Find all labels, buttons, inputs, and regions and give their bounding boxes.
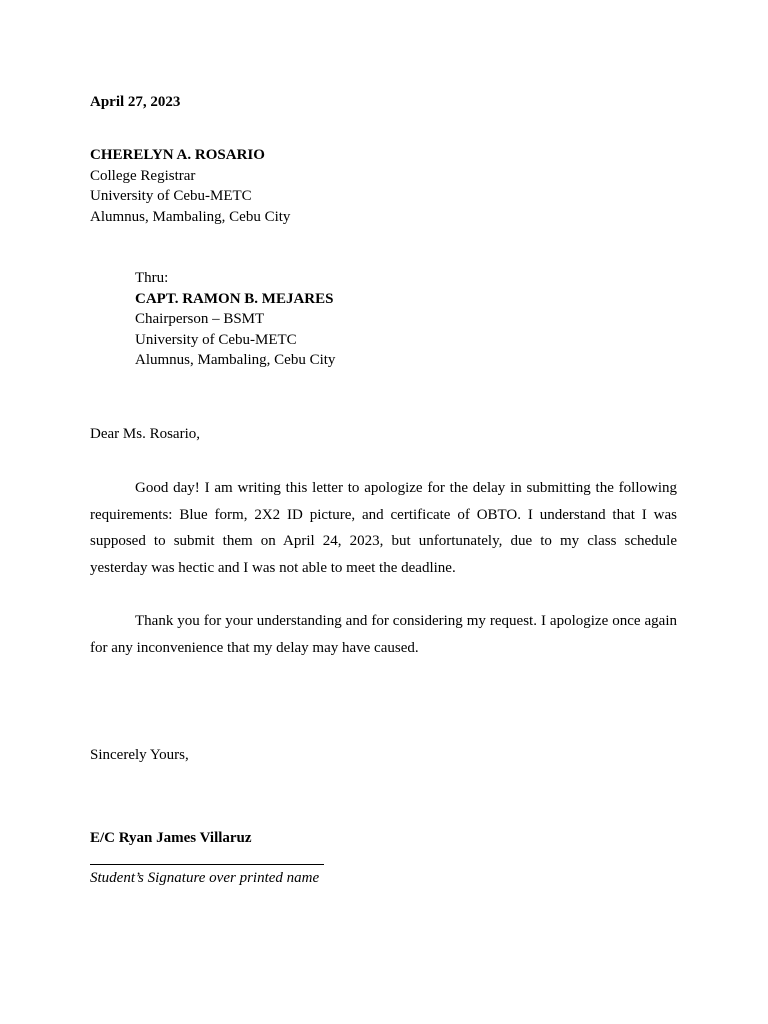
signature-line <box>90 864 324 865</box>
letter-page <box>90 0 677 1024</box>
thru-title: Chairperson – BSMT <box>135 311 265 327</box>
closing: Sincerely Yours, <box>90 747 189 763</box>
salutation: Dear Ms. Rosario, <box>90 426 200 442</box>
signature-caption: Student’s Signature over printed name <box>90 870 320 886</box>
recipient-institution: University of Cebu-METC <box>90 188 252 204</box>
signatory-name: E/C Ryan James Villaruz <box>90 830 252 846</box>
recipient-title: College Registrar <box>90 168 196 184</box>
recipient-address: Alumnus, Mambaling, Cebu City <box>90 209 291 225</box>
thru-address: Alumnus, Mambaling, Cebu City <box>135 352 336 368</box>
thru-institution: University of Cebu-METC <box>135 332 297 348</box>
recipient-name: CHERELYN A. ROSARIO <box>90 147 265 163</box>
body-paragraph-2: Thank you for your understanding and for considering my request. I apologize once again for any inconvenience that my delay may have caused. <box>90 613 677 656</box>
body-paragraph-1: Good day! I am writing this letter to apologize for the delay in submitting the following requirements: Blue form, 2X2 ID picture, and certificate of OBTO. I understand that I was supposed to submit them on April 24, 2023, but unfortunately, due to my class schedule yesterday was hectic and I was not able to meet the deadline. <box>90 480 677 576</box>
letter-date: April 27, 2023 <box>90 94 181 110</box>
thru-label: Thru: <box>135 270 169 286</box>
thru-name: CAPT. RAMON B. MEJARES <box>135 291 334 307</box>
